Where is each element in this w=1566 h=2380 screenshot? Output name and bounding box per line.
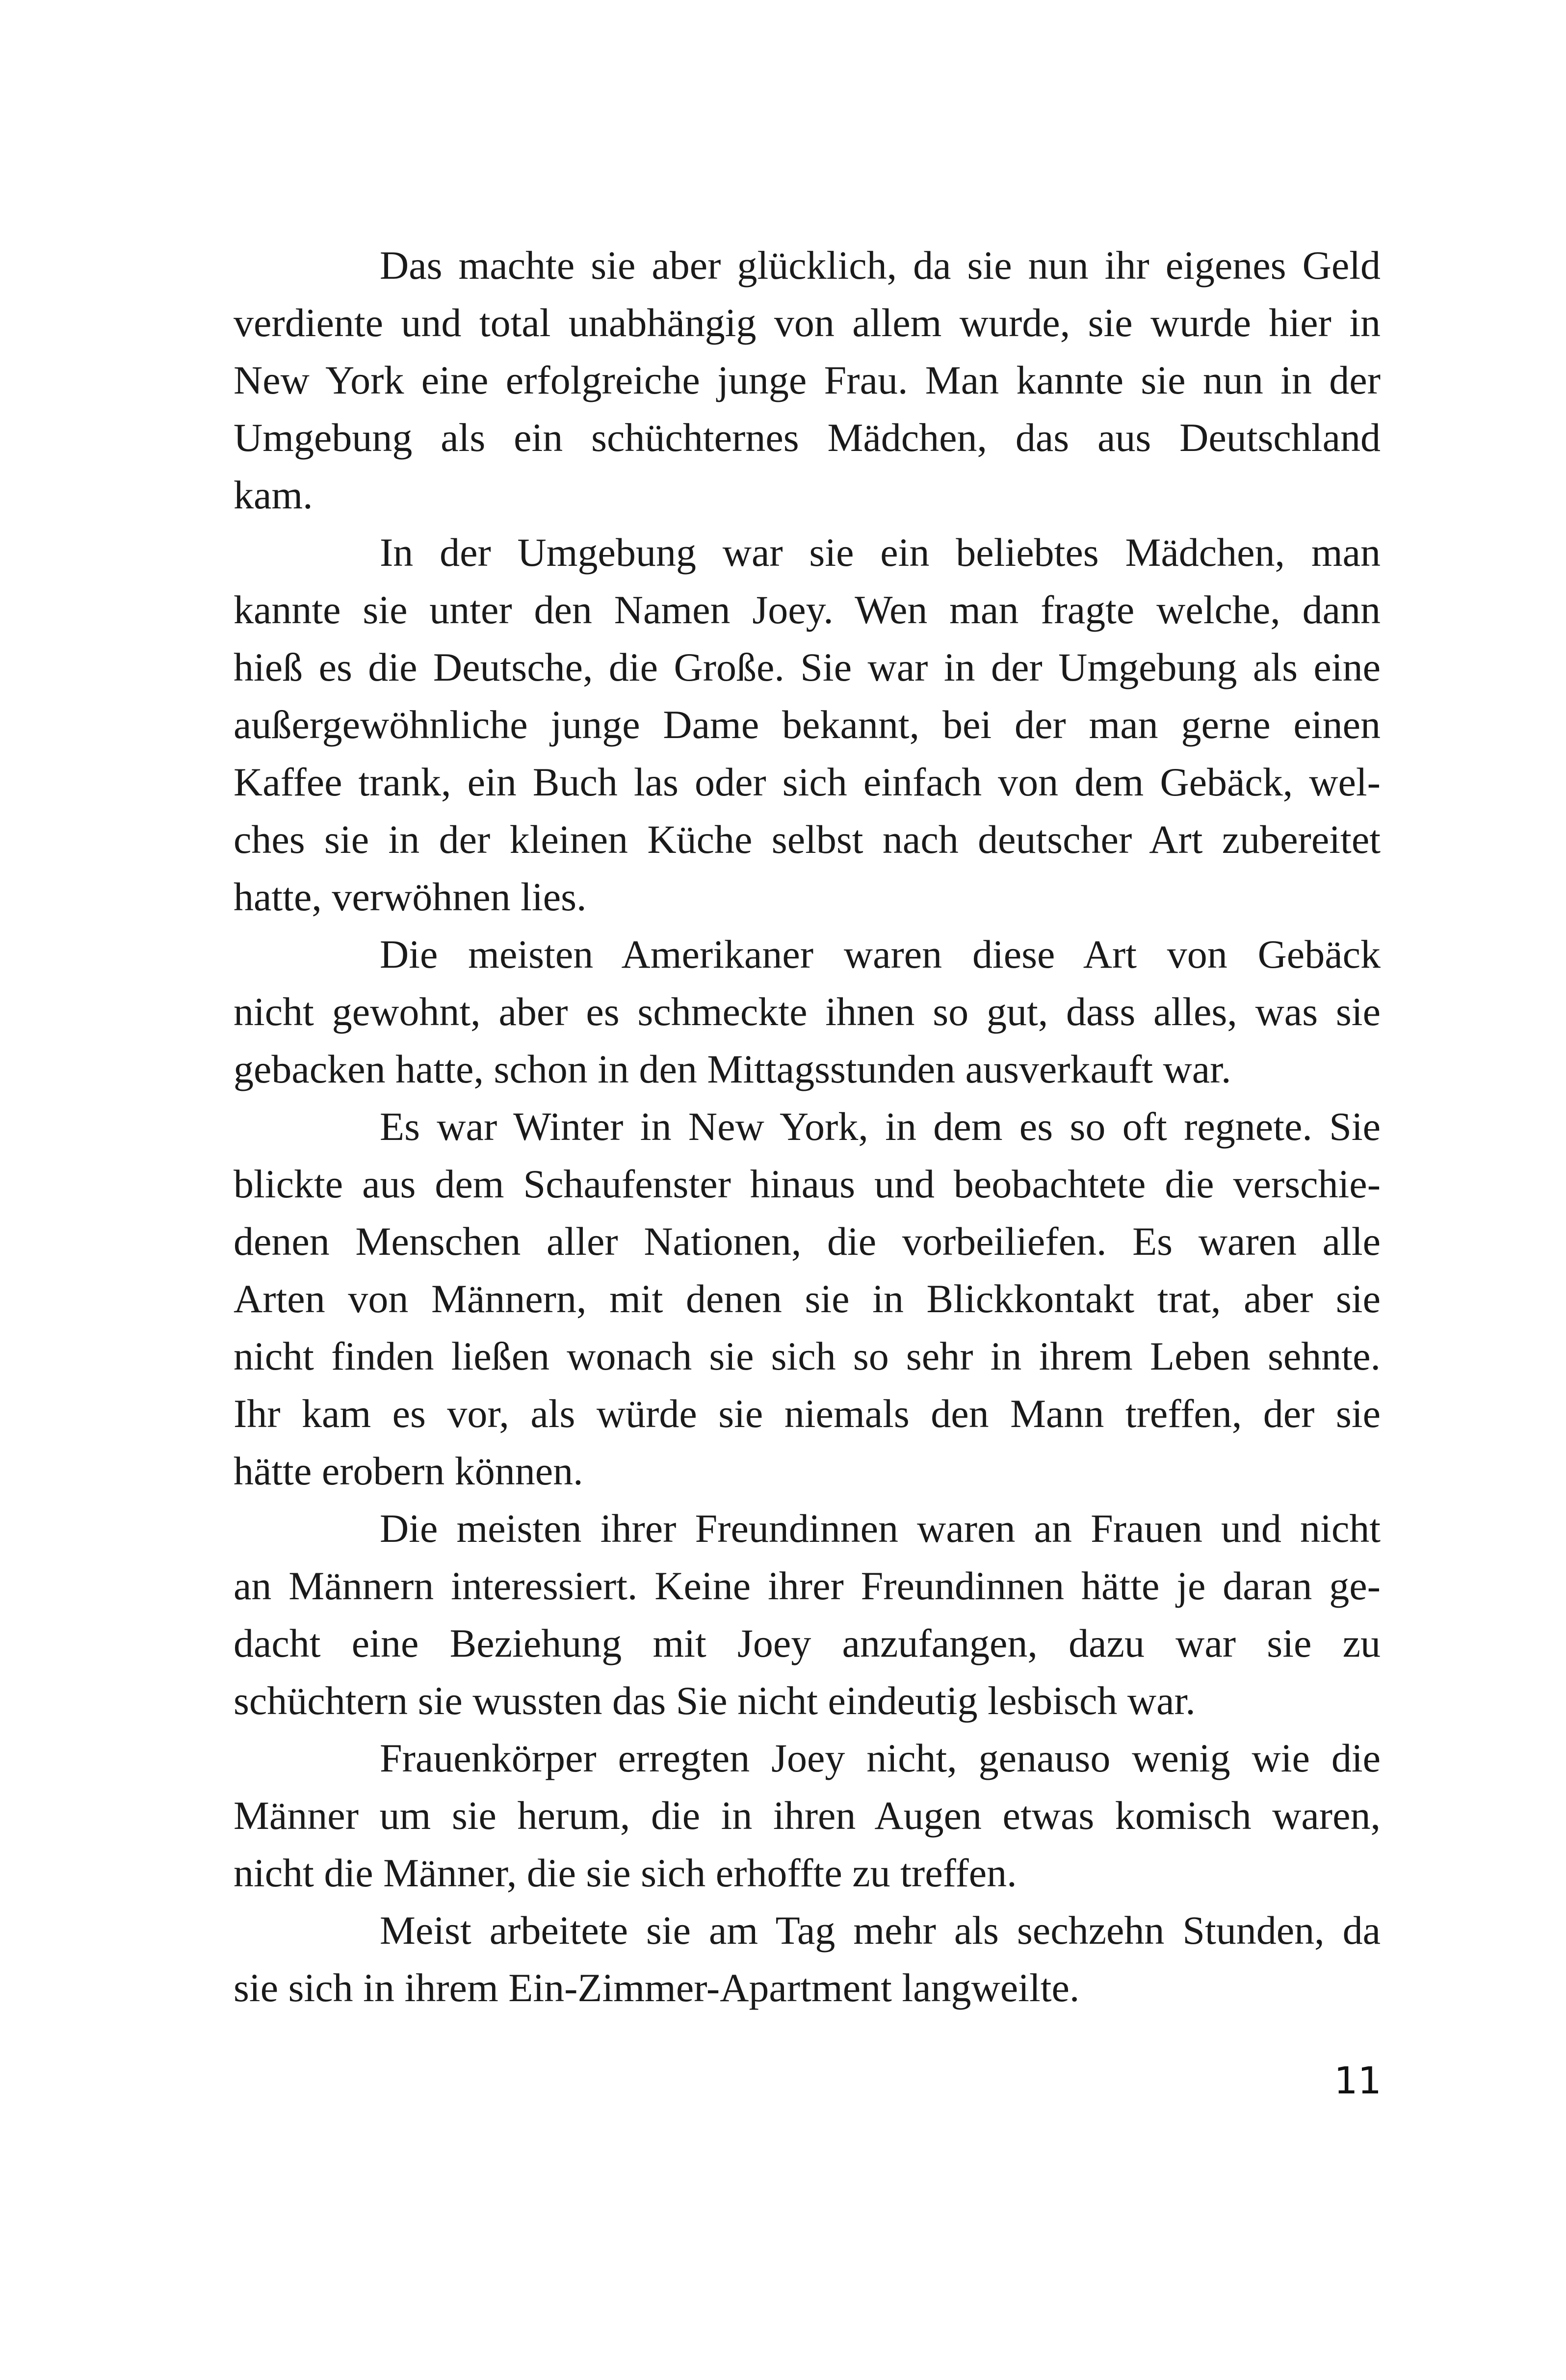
- text-line: hätte erobern können.: [234, 1449, 583, 1493]
- text-line: schüchtern sie wussten das Sie nicht eindeutig lesbisch war.: [234, 1678, 1196, 1723]
- text-line: nicht die Männer, die sie sich erhoffte zu treffen.: [234, 1851, 1017, 1895]
- text-line: dacht eine Beziehung mit Joey anzufangen, dazu war sie zu: [234, 1621, 1381, 1666]
- text-line: hieß es die Deutsche, die Große. Sie war in der Umgebung als eine: [234, 645, 1381, 689]
- text-line: sie sich in ihrem Ein-Zimmer-Apartment langweilte.: [234, 1965, 1080, 2010]
- text-line: gebacken hatte, schon in den Mittagsstunden ausverkauft war.: [234, 1047, 1231, 1091]
- text-line: Es war Winter in New York, in dem es so oft regnete. Sie: [380, 1104, 1381, 1149]
- text-line: nicht gewohnt, aber es schmeckte ihnen so gut, dass alles, was sie: [234, 989, 1381, 1034]
- paragraph-6: [234, 1729, 1381, 1902]
- page-number: 11: [1334, 2059, 1382, 2102]
- text-line: nicht finden ließen wonach sie sich so sehr in ihrem Leben sehnte.: [234, 1334, 1381, 1378]
- paragraph-3: [234, 926, 1381, 1098]
- text-line: Meist arbeitete sie am Tag mehr als sechzehn Stunden, da: [380, 1908, 1381, 1953]
- text-line: kam.: [234, 473, 313, 517]
- text-line: Umgebung als ein schüchternes Mädchen, das aus Deutschland: [234, 415, 1381, 460]
- text-line: hatte, verwöhnen lies.: [234, 874, 587, 919]
- text-line: Die meisten Amerikaner waren diese Art von Gebäck: [380, 932, 1381, 977]
- text-line: Ihr kam es vor, als würde sie niemals den Mann treffen, der sie: [234, 1391, 1381, 1436]
- text-line: In der Umgebung war sie ein beliebtes Mädchen, man: [380, 530, 1381, 575]
- body-text: [234, 237, 1381, 2016]
- text-line: Männer um sie herum, die in ihren Augen etwas komisch waren,: [234, 1793, 1381, 1838]
- text-line: an Männern interessiert. Keine ihrer Freundinnen hätte je daran ge-: [234, 1563, 1381, 1608]
- paragraph-4: [234, 1098, 1381, 1500]
- text-line: New York eine erfolgreiche junge Frau. Man kannte sie nun in der: [234, 358, 1381, 402]
- paragraph-7: [234, 1902, 1381, 2016]
- text-line: Arten von Männern, mit denen sie in Blickkontakt trat, aber sie: [234, 1276, 1381, 1321]
- text-line: Kaffee trank, ein Buch las oder sich einfach von dem Gebäck, wel-: [234, 760, 1381, 804]
- text-line: verdiente und total unabhängig von allem wurde, sie wurde hier in: [234, 300, 1381, 345]
- text-line: denen Menschen aller Nationen, die vorbeiliefen. Es waren alle: [234, 1219, 1381, 1264]
- text-line: blickte aus dem Schaufenster hinaus und beobachtete die verschie-: [234, 1162, 1381, 1206]
- text-line: Frauenkörper erregten Joey nicht, genauso wenig wie die: [380, 1736, 1381, 1780]
- text-line: kannte sie unter den Namen Joey. Wen man fragte welche, dann: [234, 587, 1381, 632]
- text-line: ches sie in der kleinen Küche selbst nach deutscher Art zubereitet: [234, 817, 1381, 862]
- text-line: Die meisten ihrer Freundinnen waren an Frauen und nicht: [380, 1506, 1381, 1551]
- text-line: Das machte sie aber glücklich, da sie nun ihr eigenes Geld: [380, 243, 1381, 288]
- paragraph-5: [234, 1500, 1381, 1729]
- paragraph-2: [234, 524, 1381, 926]
- text-line: außergewöhnliche junge Dame bekannt, bei der man gerne einen: [234, 702, 1381, 747]
- paragraph-1: [234, 237, 1381, 524]
